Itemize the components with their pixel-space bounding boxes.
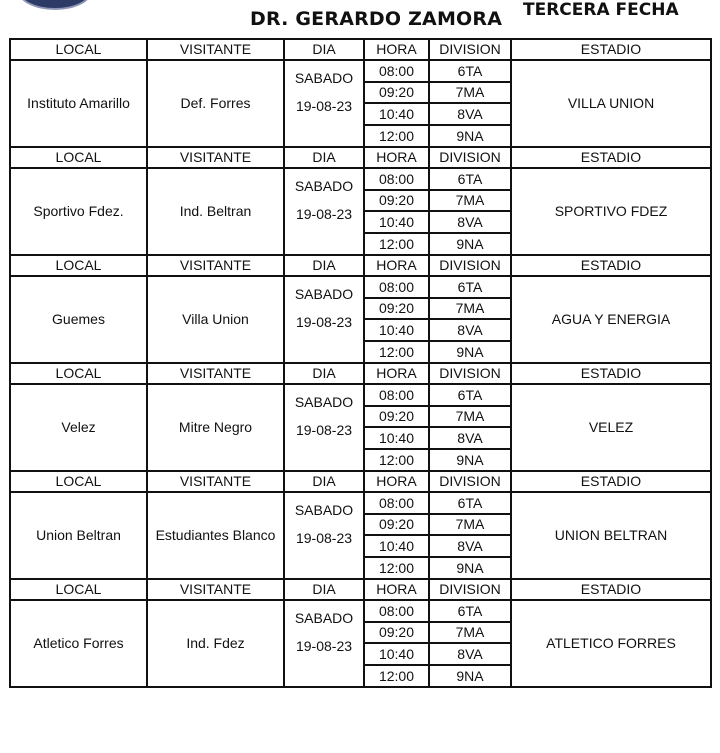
- match-day: [284, 600, 364, 687]
- header-hora: HORA: [364, 579, 429, 600]
- division: 9NA: [429, 665, 511, 687]
- division: 9NA: [429, 233, 511, 255]
- match-weekday: SABADO: [294, 393, 354, 410]
- table-row: [10, 600, 711, 622]
- stadium: UNION BELTRAN: [511, 492, 711, 579]
- header-hora: HORA: [364, 39, 429, 60]
- local-team: Instituto Amarillo: [10, 60, 147, 147]
- stadium: AGUA Y ENERGIA: [511, 276, 711, 363]
- column-header-row: [10, 363, 711, 384]
- local-team: Velez: [10, 384, 147, 471]
- division: 7MA: [429, 190, 511, 212]
- kickoff-time: 12:00: [364, 557, 429, 579]
- kickoff-time: 08:00: [364, 60, 429, 82]
- division: 7MA: [429, 514, 511, 536]
- header-dia: DIA: [284, 363, 364, 384]
- visiting-team: Ind. Beltran: [147, 168, 284, 255]
- kickoff-time: 10:40: [364, 535, 429, 557]
- match-date: 19-08-23: [295, 313, 353, 330]
- kickoff-time: 09:20: [364, 190, 429, 212]
- header-visitante: VISITANTE: [147, 579, 284, 600]
- column-header-row: [10, 579, 711, 600]
- column-header-row: [10, 39, 711, 60]
- visiting-team: Mitre Negro: [147, 384, 284, 471]
- league-logo: [18, 0, 92, 10]
- kickoff-time: 12:00: [364, 449, 429, 471]
- visiting-team: Ind. Fdez: [147, 600, 284, 687]
- division: 8VA: [429, 427, 511, 449]
- division: 7MA: [429, 298, 511, 320]
- table-row: [10, 492, 711, 514]
- kickoff-time: 12:00: [364, 233, 429, 255]
- header-dia: DIA: [284, 471, 364, 492]
- match-day: [284, 384, 364, 471]
- kickoff-time: 08:00: [364, 276, 429, 298]
- header-dia: DIA: [284, 255, 364, 276]
- division: 7MA: [429, 622, 511, 644]
- division: 6TA: [429, 168, 511, 190]
- header-division: DIVISION: [429, 363, 511, 384]
- column-header-row: [10, 147, 711, 168]
- kickoff-time: 10:40: [364, 319, 429, 341]
- header-local: LOCAL: [10, 471, 147, 492]
- stadium: ATLETICO FORRES: [511, 600, 711, 687]
- division: 6TA: [429, 600, 511, 622]
- division: 9NA: [429, 449, 511, 471]
- match-day: [284, 276, 364, 363]
- header-visitante: VISITANTE: [147, 471, 284, 492]
- header-division: DIVISION: [429, 471, 511, 492]
- division: 6TA: [429, 60, 511, 82]
- header-division: DIVISION: [429, 579, 511, 600]
- table-row: [10, 168, 711, 190]
- division: 7MA: [429, 82, 511, 104]
- match-date: 19-08-23: [295, 529, 353, 546]
- kickoff-time: 10:40: [364, 643, 429, 665]
- visiting-team: Villa Union: [147, 276, 284, 363]
- kickoff-time: 08:00: [364, 384, 429, 406]
- header-dia: DIA: [284, 39, 364, 60]
- division: 6TA: [429, 384, 511, 406]
- kickoff-time: 09:20: [364, 406, 429, 428]
- visiting-team: Estudiantes Blanco: [147, 492, 284, 579]
- header-hora: HORA: [364, 147, 429, 168]
- table-row: [10, 60, 711, 82]
- header-estadio: ESTADIO: [511, 363, 711, 384]
- division: 8VA: [429, 319, 511, 341]
- match-date: 19-08-23: [295, 205, 353, 222]
- table-row: [10, 276, 711, 298]
- header-hora: HORA: [364, 255, 429, 276]
- division: 9NA: [429, 341, 511, 363]
- division: 8VA: [429, 103, 511, 125]
- header-division: DIVISION: [429, 39, 511, 60]
- match-weekday: SABADO: [294, 285, 354, 302]
- header-hora: HORA: [364, 363, 429, 384]
- fixture-body: [10, 39, 711, 687]
- header-visitante: VISITANTE: [147, 363, 284, 384]
- header-local: LOCAL: [10, 147, 147, 168]
- header-visitante: VISITANTE: [147, 147, 284, 168]
- kickoff-time: 08:00: [364, 168, 429, 190]
- match-date: 19-08-23: [295, 421, 353, 438]
- table-row: [10, 384, 711, 406]
- header-estadio: ESTADIO: [511, 39, 711, 60]
- division: 9NA: [429, 557, 511, 579]
- division: 9NA: [429, 125, 511, 147]
- stadium: VILLA UNION: [511, 60, 711, 147]
- header-estadio: ESTADIO: [511, 255, 711, 276]
- kickoff-time: 10:40: [364, 427, 429, 449]
- local-team: Guemes: [10, 276, 147, 363]
- kickoff-time: 12:00: [364, 125, 429, 147]
- kickoff-time: 09:20: [364, 298, 429, 320]
- kickoff-time: 09:20: [364, 514, 429, 536]
- header-estadio: ESTADIO: [511, 147, 711, 168]
- visiting-team: Def. Forres: [147, 60, 284, 147]
- kickoff-time: 12:00: [364, 665, 429, 687]
- local-team: Union Beltran: [10, 492, 147, 579]
- division: 6TA: [429, 276, 511, 298]
- division: 8VA: [429, 643, 511, 665]
- division: 8VA: [429, 535, 511, 557]
- match-day: [284, 492, 364, 579]
- header-visitante: VISITANTE: [147, 39, 284, 60]
- local-team: Sportivo Fdez.: [10, 168, 147, 255]
- stadium: SPORTIVO FDEZ: [511, 168, 711, 255]
- kickoff-time: 12:00: [364, 341, 429, 363]
- header-local: LOCAL: [10, 579, 147, 600]
- kickoff-time: 09:20: [364, 622, 429, 644]
- match-weekday: SABADO: [294, 501, 354, 518]
- header-local: LOCAL: [10, 255, 147, 276]
- division: 7MA: [429, 406, 511, 428]
- round-label: TERCERA FECHA: [523, 0, 679, 20]
- stadium: VELEZ: [511, 384, 711, 471]
- kickoff-time: 10:40: [364, 211, 429, 233]
- header-dia: DIA: [284, 147, 364, 168]
- match-day: [284, 60, 364, 147]
- header-local: LOCAL: [10, 363, 147, 384]
- fixture-table: [9, 38, 712, 688]
- header-hora: HORA: [364, 471, 429, 492]
- header-visitante: VISITANTE: [147, 255, 284, 276]
- kickoff-time: 08:00: [364, 600, 429, 622]
- kickoff-time: 09:20: [364, 82, 429, 104]
- page-title: DR. GERARDO ZAMORA: [250, 8, 503, 30]
- column-header-row: [10, 255, 711, 276]
- kickoff-time: 10:40: [364, 103, 429, 125]
- division: 8VA: [429, 211, 511, 233]
- match-day: [284, 168, 364, 255]
- match-date: 19-08-23: [295, 637, 353, 654]
- header-estadio: ESTADIO: [511, 579, 711, 600]
- header-division: DIVISION: [429, 255, 511, 276]
- match-weekday: SABADO: [294, 177, 354, 194]
- match-weekday: SABADO: [294, 69, 354, 86]
- column-header-row: [10, 471, 711, 492]
- kickoff-time: 08:00: [364, 492, 429, 514]
- header-division: DIVISION: [429, 147, 511, 168]
- match-date: 19-08-23: [295, 97, 353, 114]
- header-estadio: ESTADIO: [511, 471, 711, 492]
- match-weekday: SABADO: [294, 609, 354, 626]
- header-dia: DIA: [284, 579, 364, 600]
- division: 6TA: [429, 492, 511, 514]
- header-local: LOCAL: [10, 39, 147, 60]
- local-team: Atletico Forres: [10, 600, 147, 687]
